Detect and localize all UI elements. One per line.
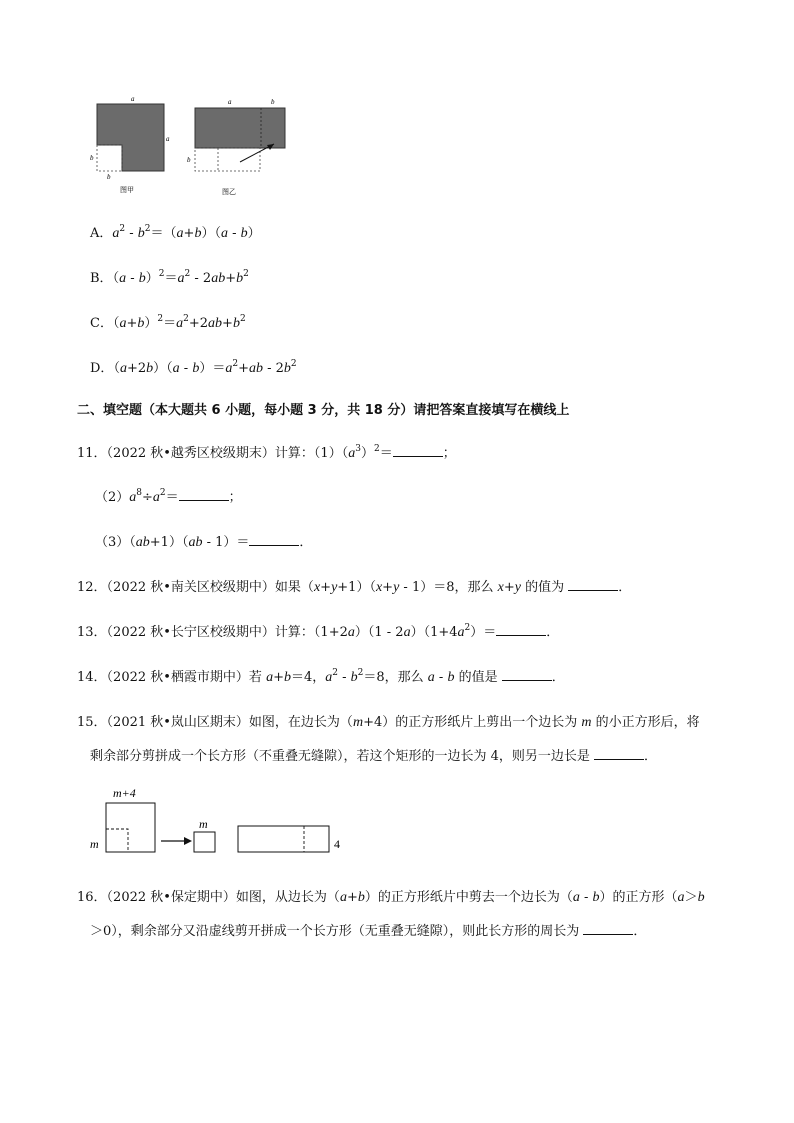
question-14: 14．（2022 秋•栖霞市期中）若 a+b＝4，$a^2 - b^2=8$，那么 a - b 的值是 ．: [77, 667, 565, 685]
label-m-small: m: [199, 817, 208, 831]
question-16-line1: 16．（2022 秋•保定期中）如图，从边长为（a+b）的正方形纸片中剪去一个边长为（a - b）的正方形（a＞b: [77, 890, 705, 905]
answer-blank[interactable]: [502, 668, 552, 681]
large-square: [106, 803, 155, 852]
arrow-right-icon: [184, 837, 192, 845]
section-title: 二、填空题（本大题共 6 小题，每小题 3 分，共 18 分）请把答案直接填写在横线上: [77, 403, 570, 418]
answer-blank[interactable]: [496, 623, 546, 636]
label-a-top: a: [131, 95, 135, 103]
option-b: B．$(a - b)^2=a^2 - 2ab+b^2$: [90, 268, 249, 286]
answer-blank[interactable]: [393, 444, 443, 457]
answer-blank[interactable]: [568, 578, 618, 591]
label-b-bottom: b: [107, 173, 111, 181]
answer-blank[interactable]: [249, 533, 299, 546]
result-rectangle: [238, 826, 329, 852]
option-a: A．$a^2 - b^2=(a+b)(a - b)$: [90, 223, 261, 241]
question-11-part2: $(2)a^8\div a^2=$ ；: [95, 487, 242, 505]
cut-line: [106, 829, 128, 852]
question-12: 12．（2022 秋•南关区校级期中）如果（x+y+1）（x+y - 1）＝8，那么 x+y 的值为 ．: [77, 580, 632, 595]
cut-square-outline: [97, 145, 122, 171]
answer-blank[interactable]: [583, 922, 633, 935]
shaded-rectangle: [195, 108, 285, 148]
label-a-right: a: [166, 135, 170, 143]
label-b-side: b: [187, 156, 191, 164]
caption-left: 图甲: [120, 186, 134, 194]
small-square: [194, 832, 215, 852]
question-16-line2: ＞0），剩余部分又沿虚线剪开拼成一个长方形（无重叠无缝隙），则此长方形的周长为 ．: [90, 924, 647, 939]
square-cut-rectangle-diagram: [88, 784, 348, 859]
question-15-line1: 15．（2021 秋•岚山区期末）如图，在边长为（m+4）的正方形纸片上剪出一个边长为 m 的小正方形后，将: [77, 715, 700, 730]
question-11-part3: （3）（ab+1）（ab - 1）＝ ．: [95, 535, 313, 550]
label-m-left: m: [90, 837, 99, 851]
label-b-left: b: [90, 154, 94, 162]
moved-piece-outline: [195, 148, 260, 171]
question-15-line2: 剩余部分剪拼成一个长方形（不重叠无缝隙），若这个矩形的一边长为 4，则另一边长是 ．: [90, 749, 658, 764]
label-b: b: [271, 98, 275, 106]
label-m-plus-4: m+4: [113, 786, 136, 800]
shaded-l-shape: [97, 104, 164, 171]
figure-top: [88, 94, 298, 208]
option-c: C．$(a+b)^2=a^2+2ab+b^2$: [90, 313, 246, 331]
label-a: a: [228, 98, 232, 106]
answer-blank[interactable]: [594, 747, 644, 760]
question-11: 11．（2022 秋•越秀区校级期末）计算：$(1)(a^3)^2=$ ；: [77, 443, 456, 461]
square-cut-diagram: [88, 94, 298, 204]
answer-blank[interactable]: [179, 488, 229, 501]
caption-right: 图乙: [222, 188, 236, 196]
question-13: 13．（2022 秋•长宁区校级期中）计算：$(1+2a)(1 - 2a)(1+4a^2)=$ ．: [77, 622, 560, 640]
label-4: 4: [334, 837, 340, 851]
option-d: D．$(a+2b)(a - b)=a^2+ab - 2b^2$: [90, 358, 297, 376]
figure-q15: [88, 784, 348, 863]
